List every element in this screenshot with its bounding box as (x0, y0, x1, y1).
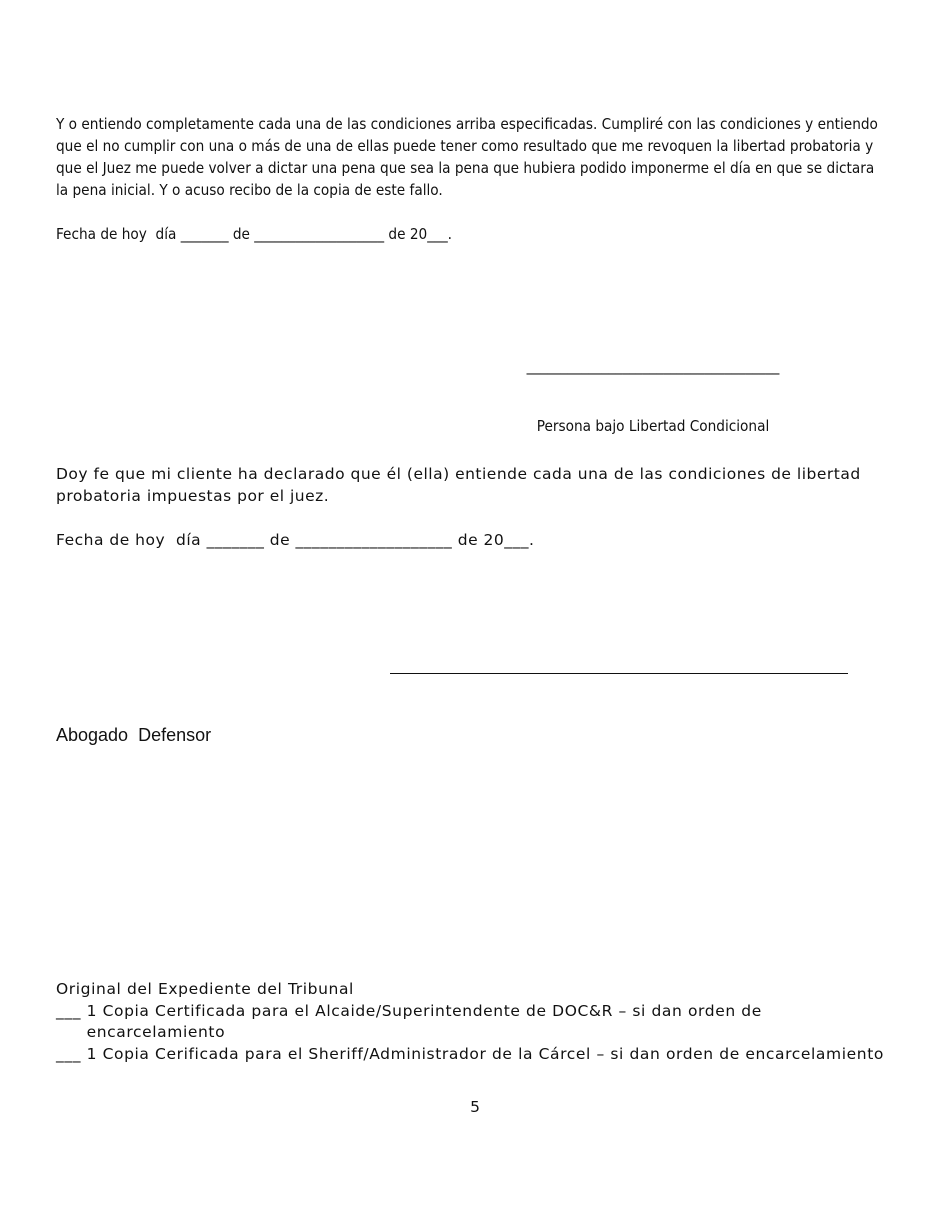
offender-acknowledgment-paragraph (56, 113, 886, 201)
distribution-copy-item (56, 1001, 896, 1044)
distribution-list (56, 979, 896, 1065)
distribution-copy-text: 1 Copia Cerificada para el Sheriff/Administrador de la Cárcel – si dan orden de encarcelamiento (86, 1044, 884, 1063)
distribution-original: Original del Expediente del Tribunal (56, 980, 354, 998)
attorney-date-line: Fecha de hoy día _______ de ___________________ de 20___. (56, 531, 535, 549)
offender-signature-line: _____________________________________ (526, 357, 780, 375)
page-number: 5 (470, 1098, 480, 1116)
offender-date-line: Fecha de hoy día _______ de ___________________ de 20___. (56, 225, 453, 243)
distribution-copy-item (56, 1044, 896, 1066)
distribution-copy-text: 1 Copia Certificada para el Alcaide/Superintendente de DOC&R – si dan orden de encarcelamiento (86, 1001, 762, 1041)
offender-signature-label: Persona bajo Libertad Condicional (536, 417, 770, 435)
attorney-signature-line (390, 673, 848, 674)
attorney-signature-label: Abogado Defensor (56, 725, 212, 745)
distribution-check-blank: ___ (56, 1001, 87, 1020)
attorney-attestation-paragraph: Doy fe que mi cliente ha declarado que él (ella) entiende cada una de las condiciones de libertad probatoria impuestas por el juez. (56, 465, 861, 505)
offender-signature-block (478, 316, 828, 476)
offender-acknowledgment-text: Y o entiendo completamente cada una de las condiciones arriba especificadas. Cumpliré con las condiciones y entiendo que el no cumplir con una o más de una de ellas puede tener como resultado que me revoquen la libertad probatoria y que el Juez me puede volver a dictar una pena que sea la pena que hubiera podido imponerme el día en que se dictara la pena inicial. Y o acuso recibo de la copia de este fallo. (56, 115, 878, 199)
distribution-check-blank: ___ (56, 1044, 87, 1063)
